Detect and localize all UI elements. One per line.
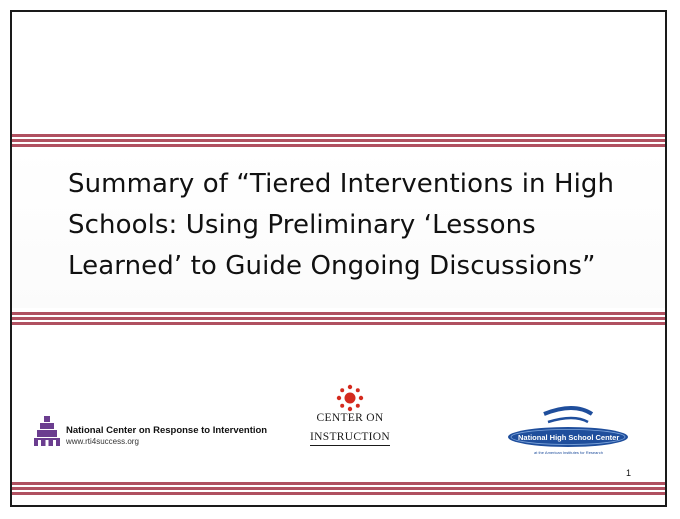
stacked-figures-icon: [34, 414, 60, 448]
middle-stripe-band: [12, 312, 665, 328]
coi-line2: INSTRUCTION: [310, 431, 390, 446]
red-dot-star-icon: [336, 384, 364, 412]
slide: [10, 10, 667, 507]
nhsc-sub: at the American Institutes for Research: [534, 450, 603, 455]
coi-line1: CENTER ON: [316, 412, 384, 424]
slide-title: Summary of “Tiered Interventions in High Schools: Using Preliminary ‘Lessons Learned’ to Guide Ongoing Discussions”: [68, 169, 615, 281]
ncrti-name: National Center on Response to Intervention: [66, 425, 268, 436]
nhsc-name: National High School Center: [518, 433, 620, 442]
page-number: 1: [626, 468, 632, 478]
coi-logo: [302, 384, 398, 454]
ncrti-logo: [34, 414, 268, 454]
bottom-stripe-band: [12, 482, 665, 498]
nhsc-logo: [504, 400, 632, 460]
ncrti-url: www.rti4success.org: [66, 437, 139, 446]
